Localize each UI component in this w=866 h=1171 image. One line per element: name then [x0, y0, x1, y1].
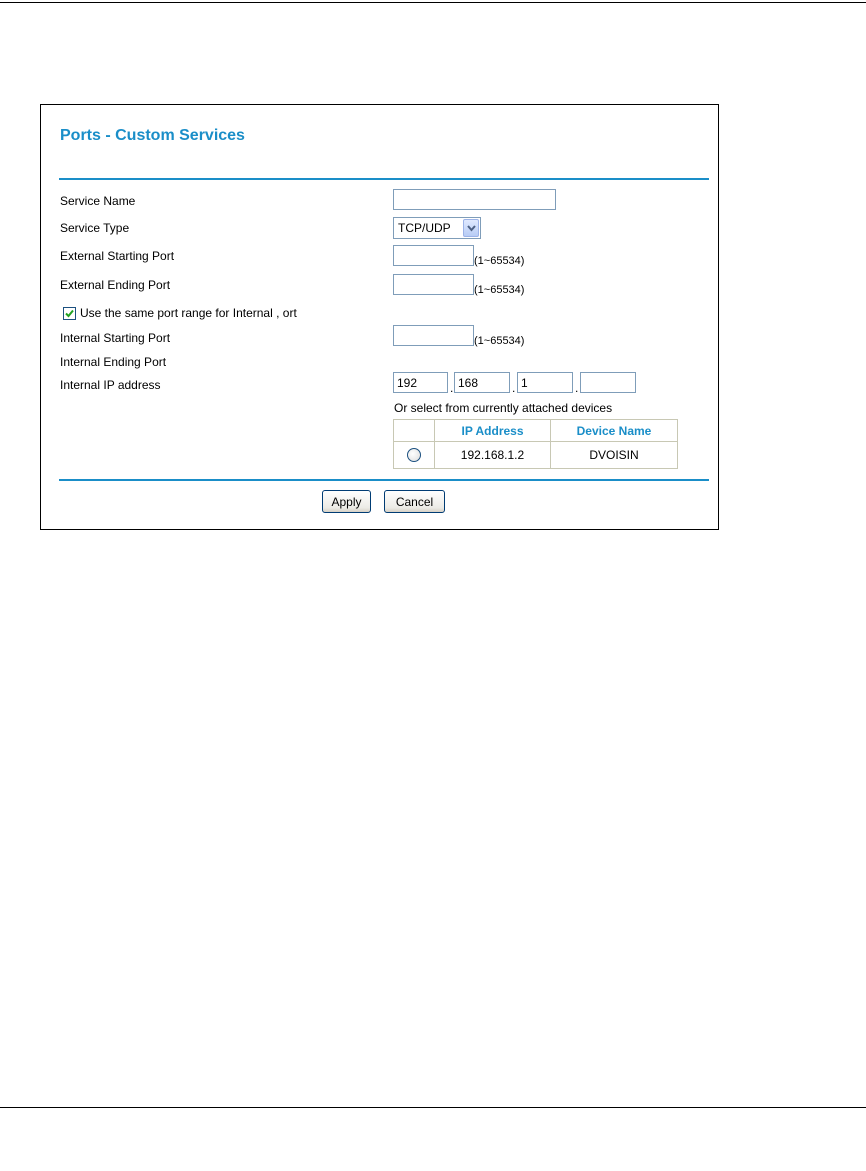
service-name-label: Service Name [60, 194, 136, 208]
divider [59, 178, 709, 180]
page-bottom-rule [0, 1107, 866, 1108]
device-ip-cell: 192.168.1.2 [435, 442, 551, 469]
internal-start-port-input[interactable] [393, 325, 474, 346]
attached-devices-table [393, 419, 678, 469]
cancel-button[interactable]: Cancel [384, 490, 445, 513]
attached-devices-hint: Or select from currently attached devices [394, 401, 613, 415]
page-top-rule [0, 2, 866, 3]
service-name-input[interactable] [393, 189, 556, 210]
radio-icon[interactable] [407, 448, 421, 462]
select-column-header [394, 420, 435, 442]
custom-services-panel [40, 104, 719, 530]
external-start-range: (1~65534) [474, 255, 525, 267]
external-end-range: (1~65534) [474, 284, 525, 296]
internal-start-range: (1~65534) [474, 335, 525, 347]
service-type-label: Service Type [60, 221, 130, 235]
table-row[interactable] [394, 442, 678, 469]
ip-octet-4-input[interactable] [580, 372, 636, 393]
row-select-cell[interactable] [394, 442, 435, 469]
external-end-label: External Ending Port [60, 278, 171, 292]
checkmark-icon [65, 309, 74, 318]
divider [59, 479, 709, 481]
ip-separator: . [575, 381, 579, 395]
ip-address-column-header: IP Address [435, 420, 551, 442]
ip-octet-3-input[interactable] [517, 372, 573, 393]
service-type-select[interactable] [393, 217, 481, 239]
apply-button[interactable]: Apply [322, 490, 371, 513]
internal-end-label: Internal Ending Port [60, 355, 167, 369]
external-start-port-input[interactable] [393, 245, 474, 266]
ip-separator: . [512, 381, 516, 395]
ip-octet-2-input[interactable] [454, 372, 510, 393]
device-name-cell: DVOISIN [551, 442, 678, 469]
ip-separator: . [450, 381, 454, 395]
page-title: Ports - Custom Services [60, 127, 245, 144]
internal-ip-label: Internal IP address [60, 378, 161, 392]
internal-start-label: Internal Starting Port [60, 331, 171, 345]
table-header-row [394, 420, 678, 442]
ip-octet-1-input[interactable] [393, 372, 448, 393]
chevron-down-icon[interactable] [463, 219, 479, 237]
external-start-label: External Starting Port [60, 249, 175, 263]
same-range-checkbox[interactable] [63, 307, 76, 320]
service-type-value: TCP/UDP [398, 221, 451, 235]
same-range-label: Use the same port range for Internal , ort [80, 306, 297, 320]
device-name-column-header: Device Name [551, 420, 678, 442]
external-end-port-input[interactable] [393, 274, 474, 295]
